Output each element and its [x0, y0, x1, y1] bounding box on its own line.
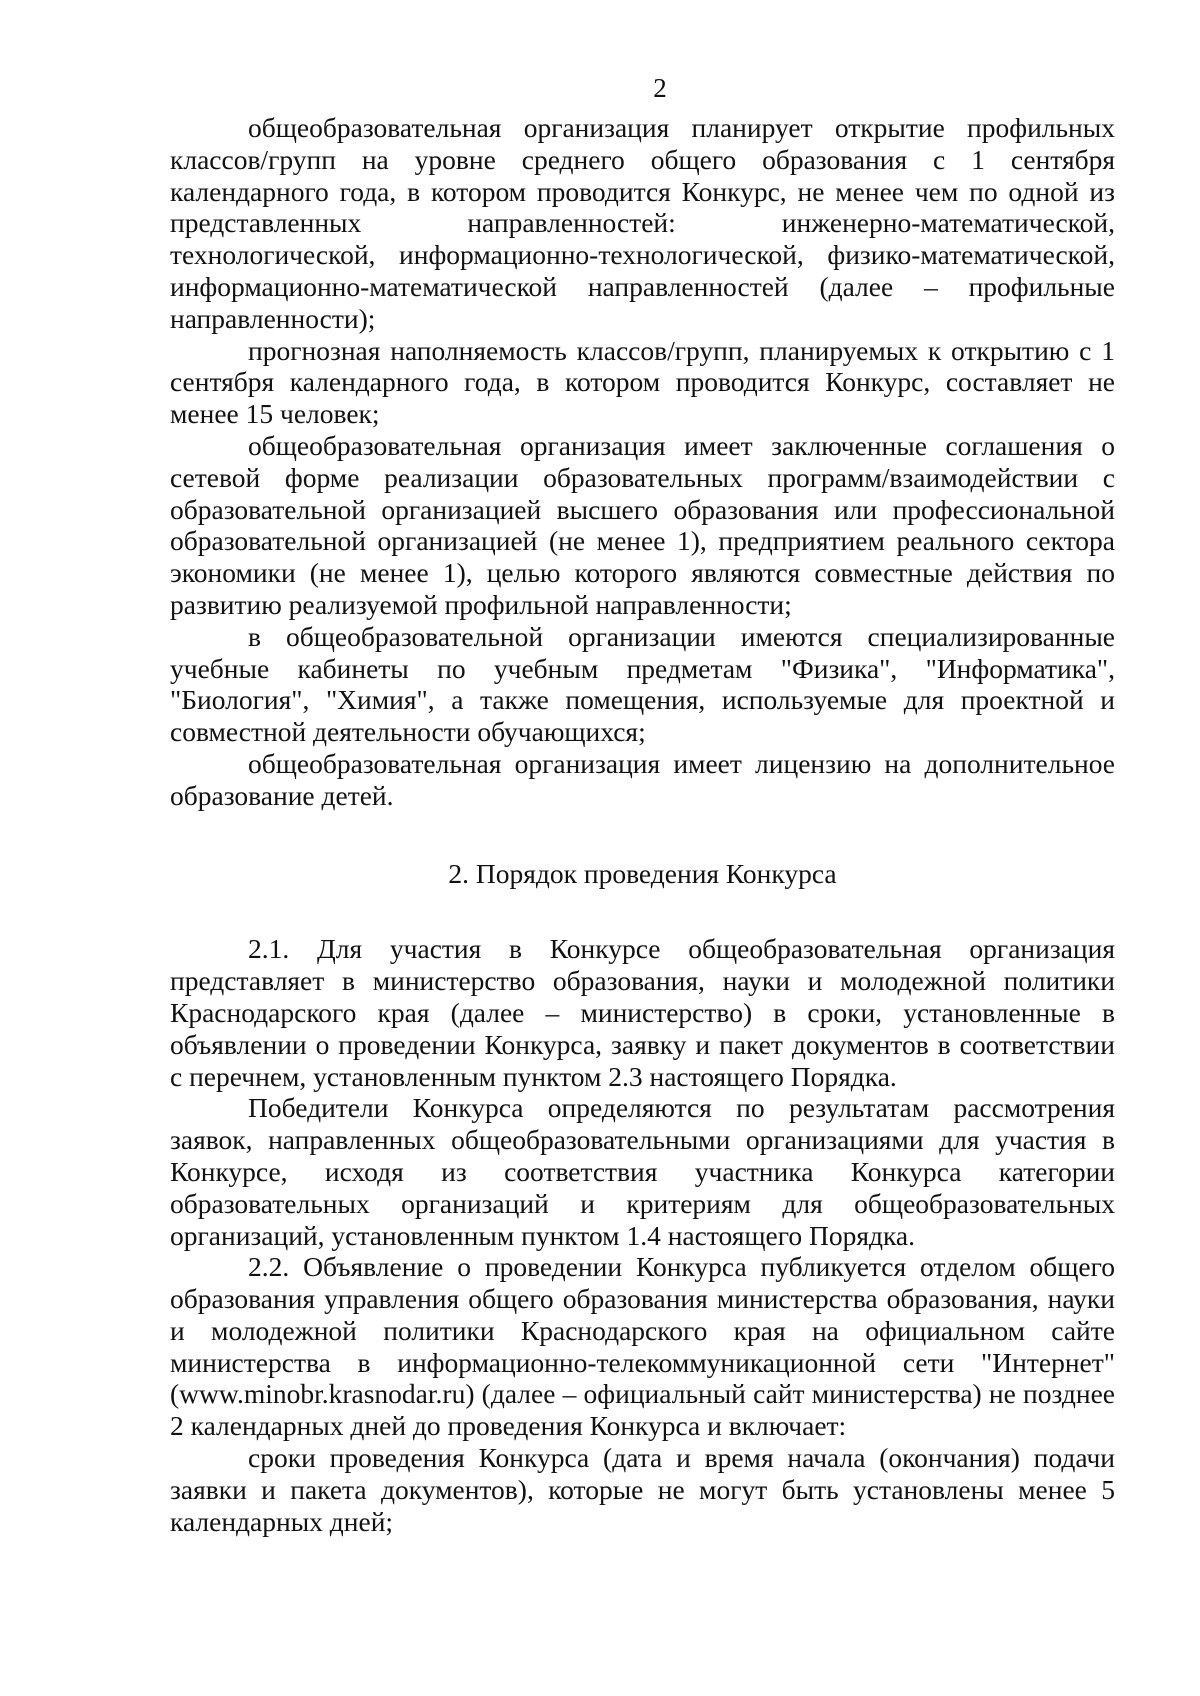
section-heading: 2. Порядок проведения Конкурса: [448, 857, 837, 889]
page-number: 2: [653, 73, 667, 103]
paragraph-2-1: 2.1. Для участия в Конкурсе общеобразовательная организация представляет в министерство образования, науки и молодежной политики Краснодарского края (далее – министерство) в сроки, установленные в объявлении о проведении Конкурса, заявку и пакет документов в соответствии с перечнем, установленным пунктом 2.3 настоящего Порядка.: [170, 933, 1115, 1092]
paragraph-winners: Победители Конкурса определяются по результатам рассмотрения заявок, направленных общеобразовательными организациями для участия в Конкурсе, исходя из соответствия участника Конкурса категории образовательных организаций и критериям для общеобразовательных организаций, установленным пунктом 1.4 настоящего Порядка.: [170, 1092, 1115, 1251]
paragraph-network-agreements: общеобразовательная организация имеет заключенные соглашения о сетевой форме реализации образовательных программ/взаимодействии с образовательной организацией высшего образования или профессиональной образовательной организацией (не менее 1), предприятием реального сектора экономики (не менее 1), целью которого являются совместные действия по развитию реализуемой профильной направленности;: [170, 429, 1115, 620]
paragraph-class-size: прогнозная наполняемость классов/групп, планируемых к открытию с 1 сентября календарного года, в котором проводится Конкурс, составляет не менее 15 человек;: [170, 334, 1115, 430]
paragraph-profile-directions: общеобразовательная организация планирует открытие профильных классов/групп на уровне среднего общего образования с 1 сентября календарного года, в котором проводится Конкурс, не менее чем по одной из представленных направленностей: инженерно-математической, технологической, информационно-технологической, физико-математической, информационно-математической направленностей (далее – профильные направленности);: [170, 112, 1115, 334]
paragraph-deadlines: сроки проведения Конкурса (дата и время начала (окончания) подачи заявки и пакета документов), которые не могут быть установлены менее 5 календарных дней;: [170, 1442, 1115, 1537]
paragraph-license: общеобразовательная организация имеет лицензию на дополнительное образование детей.: [170, 747, 1115, 811]
paragraph-specialized-classrooms: в общеобразовательной организации имеются специализированные учебные кабинеты по учебным предметам "Физика", "Информатика", "Биология", "Химия", а также помещения, используемые для проектной и совместной деятельности обучающихся;: [170, 620, 1115, 748]
paragraph-2-2: 2.2. Объявление о проведении Конкурса публикуется отделом общего образования управления общего образования министерства образования, науки и молодежной политики Краснодарского края на официальном сайте министерства в информационно-телекоммуникационной сети "Интернет" (www.minobr.krasnodar.ru) (далее – официальный сайт министерства) не позднее 2 календарных дней до проведения Конкурса и включает:: [170, 1251, 1115, 1442]
document-body: [170, 112, 1115, 1537]
